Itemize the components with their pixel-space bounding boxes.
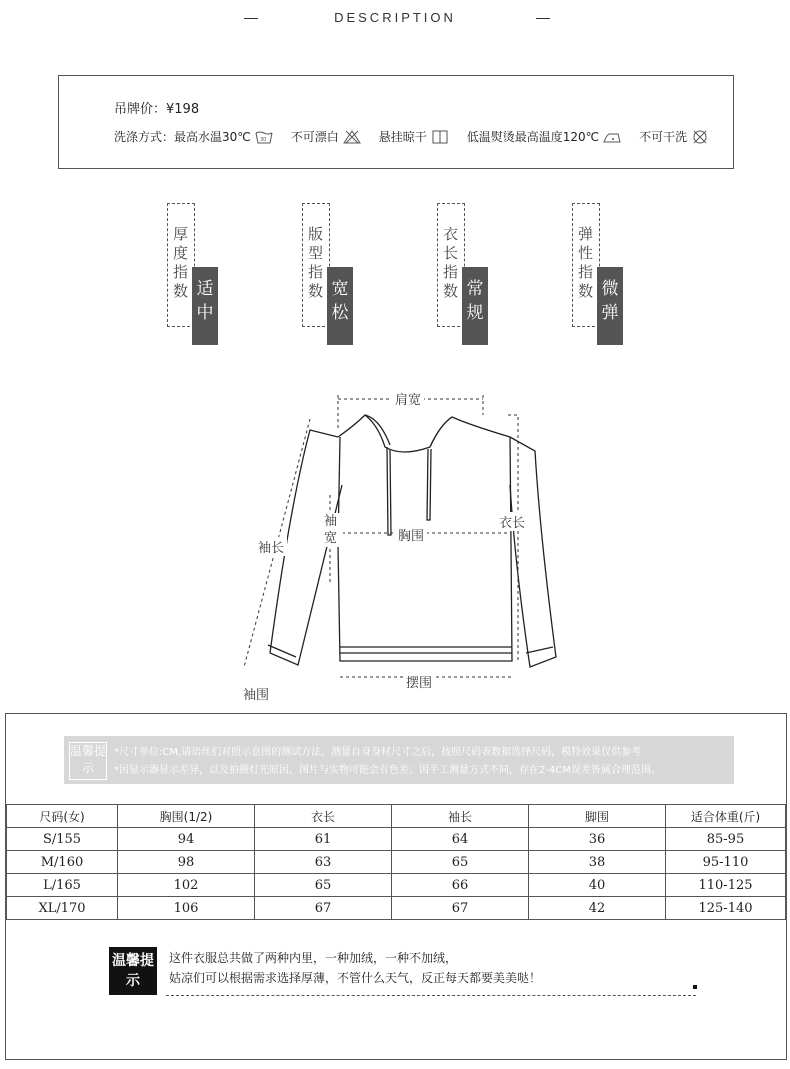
table-cell: 125-140: [666, 897, 786, 920]
index-value: 宽松: [327, 267, 353, 345]
column-header: 适合体重(斤): [666, 805, 786, 828]
table-cell: 64: [392, 828, 529, 851]
tip-text: [114, 744, 661, 780]
svg-text:30: 30: [259, 136, 267, 143]
shoulder-label: 肩宽: [392, 389, 424, 408]
chest-label: 胸围: [395, 525, 427, 544]
price-care-box: [58, 75, 734, 169]
table-cell: 67: [255, 897, 392, 920]
table-cell: 98: [118, 851, 255, 874]
table-cell: L/165: [7, 874, 118, 897]
care-text-iron: 低温熨烫最高温度120℃: [466, 130, 600, 144]
table-cell: 110-125: [666, 874, 786, 897]
no-bleach-icon: [343, 130, 361, 144]
cuff-label: 袖围: [240, 684, 272, 703]
table-cell: 38: [529, 851, 666, 874]
table-cell: S/155: [7, 828, 118, 851]
table-row: [7, 828, 786, 851]
note-divider: [166, 995, 696, 996]
note-badge: 温馨提示: [109, 947, 157, 995]
table-cell: 65: [255, 874, 392, 897]
tag-price: 吊牌价：¥198: [114, 102, 200, 117]
elasticity-index: [572, 203, 642, 353]
table-cell: M/160: [7, 851, 118, 874]
header-dash-right: [536, 18, 550, 19]
index-label: 衣长指数: [443, 225, 459, 300]
table-header-row: [7, 805, 786, 828]
size-table: [6, 804, 786, 920]
table-cell: 36: [529, 828, 666, 851]
care-text-wash: 洗涤方式：最高水温30℃: [114, 130, 251, 144]
sleeve-width-label: 袖宽: [321, 513, 343, 547]
no-dry-clean-icon: [691, 130, 709, 144]
care-instructions: [114, 128, 709, 145]
fit-index: [302, 203, 372, 353]
table-row: [7, 851, 786, 874]
index-value: 适中: [192, 267, 218, 345]
table-cell: 66: [392, 874, 529, 897]
table-cell: 65: [392, 851, 529, 874]
table-cell: 63: [255, 851, 392, 874]
index-value: 微弹: [597, 267, 623, 345]
tip-badge: 温馨提示: [69, 742, 107, 780]
iron-low-icon: [603, 130, 621, 144]
column-header: 胸围(1/2): [118, 805, 255, 828]
length-index: [437, 203, 507, 353]
hang-dry-icon: [431, 130, 449, 144]
column-header: 袖长: [392, 805, 529, 828]
tip-line: *尺寸单位:CM,请语丝们对照示意图的测试方法，测量自身身材尺寸之后，按照尺码表数据选择尺码，模特效果仅供参考: [114, 747, 642, 758]
table-cell: 67: [392, 897, 529, 920]
column-header: 衣长: [255, 805, 392, 828]
column-header: 尺码(女): [7, 805, 118, 828]
index-label: 弹性指数: [578, 225, 594, 300]
care-text-hang: 悬挂晾干: [378, 130, 427, 144]
wash-30-icon: [255, 130, 273, 144]
table-cell: 106: [118, 897, 255, 920]
index-label: 版型指数: [308, 225, 324, 300]
tip-line: *因显示器显示差异，以及拍摄灯光原因，图片与实物可能会有色差；因手工测量方式不同，存在2-4CM误差皆属合理范围。: [114, 765, 661, 776]
table-row: [7, 897, 786, 920]
page-title: DESCRIPTION: [334, 10, 456, 25]
table-cell: 61: [255, 828, 392, 851]
lining-note: [169, 948, 541, 988]
table-cell: 40: [529, 874, 666, 897]
table-cell: 102: [118, 874, 255, 897]
column-header: 脚围: [529, 805, 666, 828]
table-row: [7, 874, 786, 897]
care-text-dryclean: 不可干洗: [639, 130, 688, 144]
size-chart-box: [5, 713, 787, 1060]
measurement-tip-bar: [64, 736, 734, 784]
index-value: 常规: [462, 267, 488, 345]
table-cell: 85-95: [666, 828, 786, 851]
length-label: 衣长: [496, 512, 528, 531]
table-cell: 95-110: [666, 851, 786, 874]
thickness-index: [167, 203, 237, 353]
table-cell: 42: [529, 897, 666, 920]
index-label: 厚度指数: [173, 225, 189, 300]
hem-label: 摆围: [403, 672, 435, 691]
table-cell: 94: [118, 828, 255, 851]
note-line: 姑凉们可以根据需求选择厚薄，不管什么天气，反正每天都要美美哒！: [169, 971, 542, 985]
table-cell: XL/170: [7, 897, 118, 920]
note-line: 这件衣服总共做了两种内里，一种加绒，一种不加绒，: [169, 951, 458, 965]
note-dot: [693, 985, 697, 989]
care-text-bleach: 不可漂白: [290, 130, 339, 144]
sleeve-length-label: 袖长: [255, 537, 287, 556]
